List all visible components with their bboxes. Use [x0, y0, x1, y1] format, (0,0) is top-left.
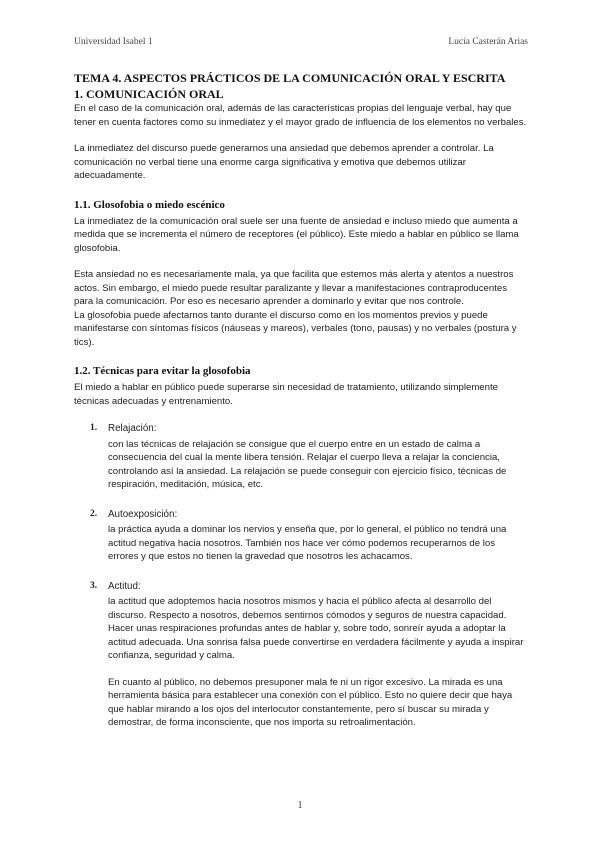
list-item	[74, 422, 528, 492]
subsection-heading-tecnicas: 1.2. Técnicas para evitar la glosofobia	[74, 365, 251, 377]
section-heading-oral: 1. COMUNICACIÓN ORAL	[74, 87, 224, 101]
paragraph: La glosofobia puede afectarnos tanto durante el discurso como en los momentos previos y puede manifestarse con síntomas físicos (náuseas y mareos), verbales (tono, pausas) y no verbales (postura y tics).	[74, 309, 517, 348]
list-item-text: con las técnicas de relajación se consigue que el cuerpo entre en un estado de calma a consecuencia del cual la mente libera tensión. Relajar el cuerpo lleva a relajar la conciencia, controlando así la ansiedad. La relajación se puede conseguir con ejercicio físico, técnicas de respiración, meditación, música, etc.	[108, 438, 507, 490]
list-number: 1.	[90, 423, 98, 433]
paragraph: El miedo a hablar en público puede superarse sin necesidad de tratamiento, utilizando simplemente técnicas adecuadas y entrenamiento.	[74, 382, 498, 407]
header-institution: Universidad Isabel 1	[74, 37, 153, 47]
paragraph: En el caso de la comunicación oral, además de las características propias del lenguaje verbal, hay que tener en cuenta factores como su inmediatez y el mayor grado de influencia de los elementos no verbales.	[74, 103, 527, 128]
list-item-text: En cuanto al público, no debemos presuponer mala fe ni un rigor excesivo. La mirada es una herramienta básica para establecer una conexión con el público. Esto no quiere decir que haya que hablar mirando a los ojos del interlocutor constantemente, pero sí buscar su mirada y demostrar, de forma inconsciente, que nos importa su retroalimentación.	[108, 676, 513, 728]
list-item-text: la práctica ayuda a dominar los nervios y enseña que, por lo general, el público no tendrá una actitud negativa hacia nosotros. También nos hace ver cómo podemos recuperarnos de los errores y que estos no tienen la gravedad que nosotros les achacamos.	[108, 524, 507, 562]
list-item-text: la actitud que adoptemos hacia nosotros mismos y hacia el público afecta al desarrollo del discurso. Respecto a nosotros, debemos sentirnos cómodos y seguros de nuestra capacidad. Hacer unas respiraciones profundas antes de hablar y, sobre todo, sonreír ayuda a adoptar la actitud adecuada. Una sonrisa falsa puede convertirse en verdadera fácilmente y ayuda a inspirar confianza, seguridad y calma.	[108, 596, 524, 661]
paragraph: La inmediatez del discurso puede generarnos una ansiedad que debemos aprender a controlar. La comunicación no verbal tiene una enorme carga significativa y emotiva que debemos utilizar adecuadamente.	[74, 143, 494, 181]
list-item-title: Autoexposición:	[108, 508, 178, 520]
list-number: 3.	[90, 580, 98, 591]
list-number: 2.	[90, 508, 98, 519]
list-item-title: Relajación:	[108, 423, 157, 434]
document-title: TEMA 4. ASPECTOS PRÁCTICOS DE LA COMUNICACIÓN ORAL Y ESCRITA	[74, 71, 506, 85]
list-item-title: Actitud:	[108, 580, 141, 592]
paragraph: Esta ansiedad no es necesariamente mala, ya que facilita que estemos más alerta y atentos a nuestros actos. Sin embargo, el miedo puede resultar paralizante y llevar a manifestaciones contraproducentes para la comunicación. Por eso es necesario aprender a dominarlo y evitar que nos controle.	[74, 269, 514, 307]
techniques-list	[74, 422, 528, 730]
list-item	[74, 508, 528, 564]
paragraph: La inmediatez de la comunicación oral suele ser una fuente de ansiedad e incluso miedo que aumenta a medida que se incrementa el número de receptores (el público). Este miedo a hablar en público se llama glosofobia.	[74, 215, 519, 254]
header-author: Lucía Casterán Arias	[448, 37, 528, 47]
document-body	[74, 70, 528, 746]
subsection-heading-glosofobia: 1.1. Glosofobia o miedo escénico	[74, 198, 225, 211]
list-item	[74, 580, 528, 730]
page-number: 1	[297, 800, 303, 811]
